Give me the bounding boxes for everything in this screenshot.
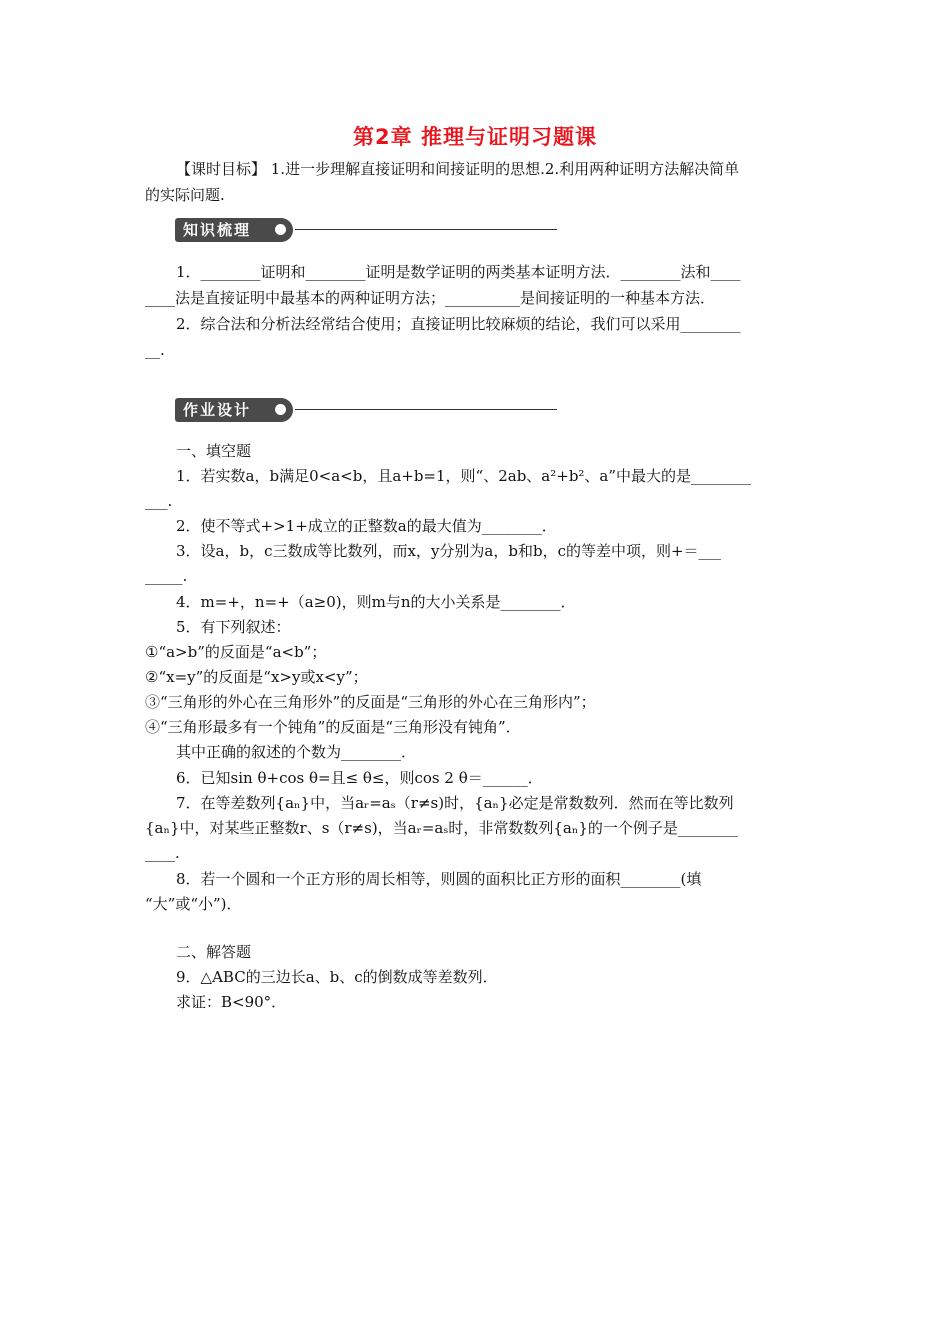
question-5: 5．有下列叙述： [176, 618, 291, 636]
question-3-cont: _____. [145, 567, 188, 585]
question-8-cont: “大”或“小”)． [145, 895, 242, 913]
knowledge-line: __. [145, 341, 165, 359]
lesson-objective-cont: 的实际问题. [145, 186, 225, 204]
page-title: 第2章 推理与证明习题课 [353, 125, 597, 149]
statement-3: ③“三角形的外心在三角形外”的反面是“三角形的外心在三角形内”； [145, 693, 596, 711]
lesson-objective: 【课时目标】 1.进一步理解直接证明和间接证明的思想.2.利用两种证明方法解决简单 [176, 160, 740, 178]
banner-dot-icon [275, 404, 286, 415]
statement-1: ①“a>b”的反面是“a<b”； [145, 643, 327, 661]
question-1: 1．若实数a，b满足0<a<b，且a+b=1，则“、2ab、a²+b²、a”中最大的是________ [176, 467, 752, 485]
question-9: 9．△ABC的三边长a、b、c的倒数成等差数列． [176, 968, 498, 986]
section-heading-fill-in: 一、填空题 [176, 442, 252, 460]
question-3: 3．设a，b，c三数成等比数列，而x，y分别为a，b和b，c的等差中项，则+＝___ [176, 542, 722, 560]
question-8: 8．若一个圆和一个正方形的周长相等，则圆的面积比正方形的面积________(填 [176, 870, 702, 888]
question-5-prompt: 其中正确的叙述的个数为________． [176, 743, 417, 761]
section-label: 作业设计 [175, 398, 293, 422]
question-9-prove: 求证：B<90°． [176, 993, 287, 1011]
knowledge-line: 1．________证明和________证明是数学证明的两类基本证明方法．________法和____ [176, 263, 741, 281]
statement-2: ②“x=y”的反面是“x>y或x<y”； [145, 668, 368, 686]
section-label: 知识梳理 [175, 218, 293, 242]
question-7-cont: ____. [145, 844, 180, 862]
question-4: 4．m=+，n=+（a≥0)，则m与n的大小关系是________． [176, 593, 576, 611]
question-1-cont: ___. [145, 492, 173, 510]
banner-rule [295, 409, 557, 410]
question-7: 7．在等差数列{aₙ}中，当aᵣ=aₛ（r≠s)时，{aₙ}必定是常数数列．然而在等比数列 [176, 794, 734, 812]
question-7-cont: {aₙ}中，对某些正整数r、s（r≠s)，当aᵣ=aₛ时，非常数数列{aₙ}的一个例子是________ [145, 819, 738, 837]
section-heading-solve: 二、解答题 [176, 943, 252, 961]
banner-dot-icon [275, 224, 286, 235]
knowledge-line: 2．综合法和分析法经常结合使用；直接证明比较麻烦的结论，我们可以采用________ [176, 315, 741, 333]
banner-rule [295, 229, 557, 230]
knowledge-line: ____法是直接证明中最基本的两种证明方法；__________是间接证明的一种基本方法． [145, 289, 716, 307]
question-2: 2．使不等式+>1+成立的正整数a的最大值为________． [176, 517, 557, 535]
question-6: 6．已知sin θ+cos θ=且≤ θ≤，则cos 2 θ＝______． [176, 769, 543, 787]
statement-4: ④“三角形最多有一个钝角”的反面是“三角形没有钝角”． [145, 718, 521, 736]
